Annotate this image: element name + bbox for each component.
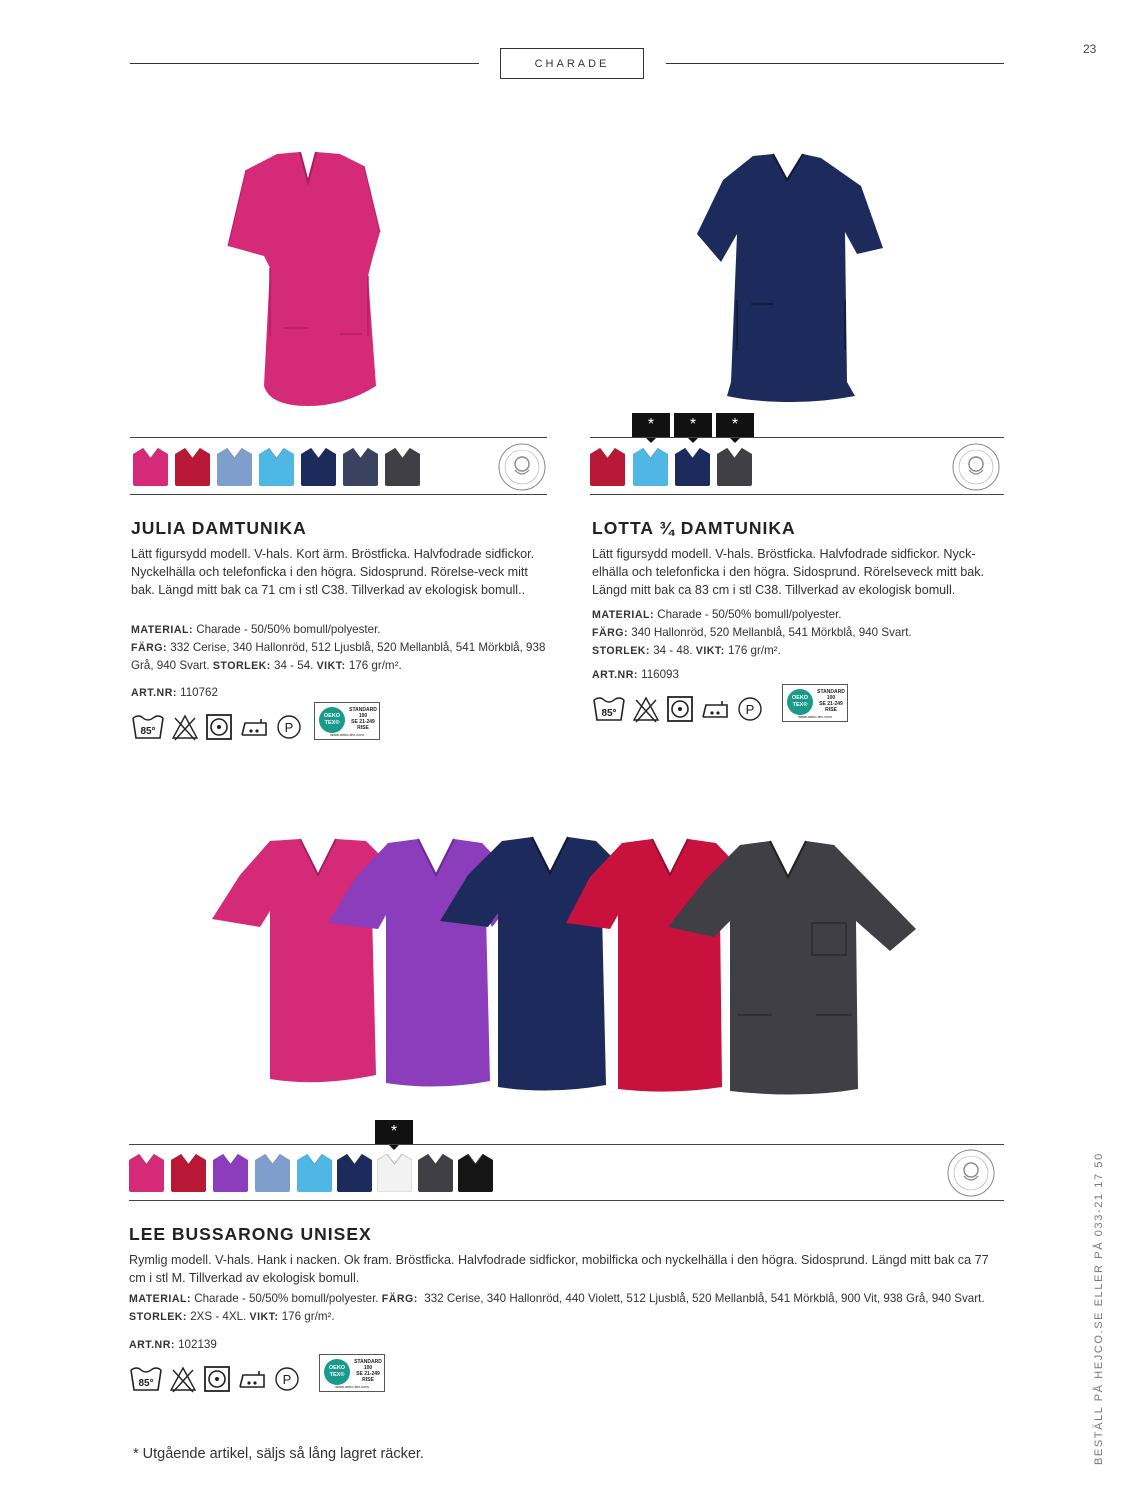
svg-text:85°: 85° bbox=[601, 708, 617, 719]
color-value: 340 Hallonröd, 520 Mellanblå, 541 Mörkblå, 940 Svart. bbox=[631, 626, 912, 639]
color-value: 332 Cerise, 340 Hallonröd, 512 Ljusblå, 520 Mellanblå, 541 Mörkblå, 938 Grå, 940 Svart. bbox=[131, 641, 546, 672]
dry-clean-p-icon bbox=[273, 1365, 301, 1393]
weight-label: VIKT: bbox=[249, 1311, 279, 1323]
article-number: ART.NR: 102139 bbox=[129, 1338, 217, 1351]
article-number-value: 102139 bbox=[178, 1338, 217, 1351]
product-title: LOTTA ¾ DAMTUNIKA bbox=[592, 518, 796, 538]
article-number: ART.NR: 116093 bbox=[592, 668, 679, 681]
swatch-ljusbla[interactable] bbox=[217, 448, 252, 486]
discontinued-badge: * bbox=[632, 413, 670, 437]
dry-clean-p-icon bbox=[275, 713, 303, 741]
swatch-morkbla[interactable] bbox=[337, 1154, 372, 1192]
swatch-cerise[interactable] bbox=[129, 1154, 164, 1192]
swatch-gra[interactable] bbox=[418, 1154, 453, 1192]
weight-label: VIKT: bbox=[316, 660, 346, 672]
swatch-gra[interactable] bbox=[385, 448, 420, 486]
svg-text:85°: 85° bbox=[140, 726, 156, 737]
product-specs bbox=[592, 606, 1006, 660]
swatch-mellanbla[interactable] bbox=[259, 448, 294, 486]
weight-value: 176 gr/m². bbox=[348, 659, 402, 672]
order-info-sidebar: BESTÄLL PÅ HEJCO.SE ELLER PÅ 033-21 17 50 bbox=[1093, 1152, 1105, 1465]
size-value: 34 - 54. bbox=[274, 659, 314, 672]
iron-icon bbox=[700, 695, 730, 723]
tumble-dry-icon bbox=[203, 1365, 231, 1393]
swatch-gra[interactable] bbox=[717, 448, 752, 486]
oeko-tex-label: OEKO TEX® STANDARD 100 SE 21-249 RISE www.oeko-tex.com bbox=[782, 684, 848, 722]
material-label: MATERIAL: bbox=[131, 624, 193, 636]
oeko-tex-label: OEKO TEX® STANDARD 100 SE 21-249 RISE www.oeko-tex.com bbox=[314, 702, 380, 740]
organic-cotton-icon bbox=[946, 1148, 996, 1198]
svg-text:85°: 85° bbox=[138, 1378, 154, 1389]
swatch-hallonrod[interactable] bbox=[175, 448, 210, 486]
material-label: MATERIAL: bbox=[592, 609, 654, 621]
lee-color-strip bbox=[129, 1144, 1004, 1201]
wash-85-icon bbox=[131, 712, 165, 742]
swatch-cerise[interactable] bbox=[133, 448, 168, 486]
product-specs bbox=[129, 1290, 1001, 1326]
svg-text:P: P bbox=[282, 1372, 292, 1387]
julia-color-strip bbox=[130, 437, 547, 495]
size-label: STORLEK: bbox=[212, 660, 271, 672]
article-number-value: 110762 bbox=[180, 686, 218, 699]
swatch-ljusbla[interactable] bbox=[255, 1154, 290, 1192]
care-symbols bbox=[131, 711, 303, 743]
wash-85-icon bbox=[592, 694, 626, 724]
organic-cotton-icon bbox=[497, 442, 547, 492]
no-bleach-icon bbox=[171, 713, 199, 741]
product-description: Lätt figursydd modell. V-hals. Bröstficka. Halvfodrade sidfickor. Nyck-elhälla och telefonficka i den högra. Sidosprund. Rörelseveck mitt bak. Längd mitt bak ca 83 cm i stl C38. Tillverkad av ekologisk bomull. bbox=[592, 547, 985, 597]
product-title: LEE BUSSARONG UNISEX bbox=[129, 1224, 372, 1244]
swatch-morkbla[interactable] bbox=[675, 448, 710, 486]
brand-label: CHARADE bbox=[500, 48, 644, 79]
no-bleach-icon bbox=[632, 695, 660, 723]
color-label: FÄRG: bbox=[131, 642, 168, 654]
header-rule-left bbox=[130, 63, 479, 64]
tumble-dry-icon bbox=[666, 695, 694, 723]
color-label: FÄRG: bbox=[381, 1293, 418, 1305]
swatch-mellanbla[interactable] bbox=[297, 1154, 332, 1192]
material-value: Charade - 50/50% bomull/polyester. bbox=[194, 1292, 379, 1305]
weight-label: VIKT: bbox=[695, 645, 725, 657]
size-label: STORLEK: bbox=[592, 645, 650, 657]
article-number-value: 116093 bbox=[641, 668, 679, 681]
footnote: * Utgående artikel, säljs så lång lagret räcker. bbox=[133, 1446, 424, 1462]
iron-icon bbox=[239, 713, 269, 741]
color-label: FÄRG: bbox=[592, 627, 629, 639]
page-number: 23 bbox=[1083, 42, 1097, 56]
material-label: MATERIAL: bbox=[129, 1293, 191, 1305]
iron-icon bbox=[237, 1365, 267, 1393]
weight-value: 176 gr/m². bbox=[727, 644, 781, 657]
material-value: Charade - 50/50% bomull/polyester. bbox=[196, 623, 381, 636]
tumble-dry-icon bbox=[205, 713, 233, 741]
swatch-violett[interactable] bbox=[213, 1154, 248, 1192]
lotta-tunic-image bbox=[693, 150, 893, 404]
swatch-svart[interactable] bbox=[458, 1154, 493, 1192]
discontinued-badge: * bbox=[674, 413, 712, 437]
swatch-mellanbla[interactable] bbox=[633, 448, 668, 486]
organic-cotton-icon bbox=[951, 442, 1001, 492]
product-title: JULIA DAMTUNIKA bbox=[131, 518, 307, 538]
product-description: Rymlig modell. V-hals. Hank i nacken. Ok fram. Bröstficka. Halvfodrade sidfickor, mobilficka och nyckelhälla i den högra. Sidosprund. Längd mitt bak ca 77 cm i stl M. Tillverkad av ekologisk bomull. bbox=[129, 1253, 989, 1285]
product-specs bbox=[131, 621, 551, 675]
product-description: Lätt figursydd modell. V-hals. Kort ärm. Bröstficka. Halvfodrade sidfickor. Nyckelhälla och telefonficka i den högra. Sidosprund. Rörelse-veck mitt bak. Längd mitt bak ca 71 cm i stl C38. Tillverkad av ekologisk bomull.. bbox=[131, 547, 535, 597]
svg-text:P: P bbox=[284, 720, 294, 735]
swatch-slate[interactable] bbox=[343, 448, 378, 486]
no-bleach-icon bbox=[169, 1365, 197, 1393]
julia-tunic-image bbox=[222, 148, 392, 410]
weight-value: 176 gr/m². bbox=[281, 1310, 335, 1323]
wash-85-icon bbox=[129, 1364, 163, 1394]
dry-clean-p-icon bbox=[736, 695, 764, 723]
discontinued-badge: * bbox=[716, 413, 754, 437]
material-value: Charade - 50/50% bomull/polyester. bbox=[657, 608, 842, 621]
care-symbols bbox=[592, 693, 764, 725]
swatch-hallonrod[interactable] bbox=[590, 448, 625, 486]
lee-scrub-tops-image bbox=[210, 835, 922, 1097]
lotta-color-strip bbox=[590, 437, 1004, 495]
svg-text:P: P bbox=[745, 702, 755, 717]
article-number: ART.NR: 110762 bbox=[131, 686, 218, 699]
swatch-hallonrod[interactable] bbox=[171, 1154, 206, 1192]
size-value: 34 - 48. bbox=[653, 644, 693, 657]
oeko-tex-label: OEKO TEX® STANDARD 100 SE 21-249 RISE www.oeko-tex.com bbox=[319, 1354, 385, 1392]
discontinued-badge: * bbox=[375, 1120, 413, 1144]
size-value: 2XS - 4XL. bbox=[190, 1310, 247, 1323]
header-rule-right bbox=[666, 63, 1004, 64]
size-label: STORLEK: bbox=[129, 1311, 187, 1323]
swatch-vit[interactable] bbox=[377, 1154, 412, 1192]
color-value: 332 Cerise, 340 Hallonröd, 440 Violett, 512 Ljusblå, 520 Mellanblå, 541 Mörkblå, 900 Vit, 938 Grå, 940 Svart. bbox=[424, 1292, 985, 1305]
swatch-morkbla[interactable] bbox=[301, 448, 336, 486]
care-symbols bbox=[129, 1363, 301, 1395]
